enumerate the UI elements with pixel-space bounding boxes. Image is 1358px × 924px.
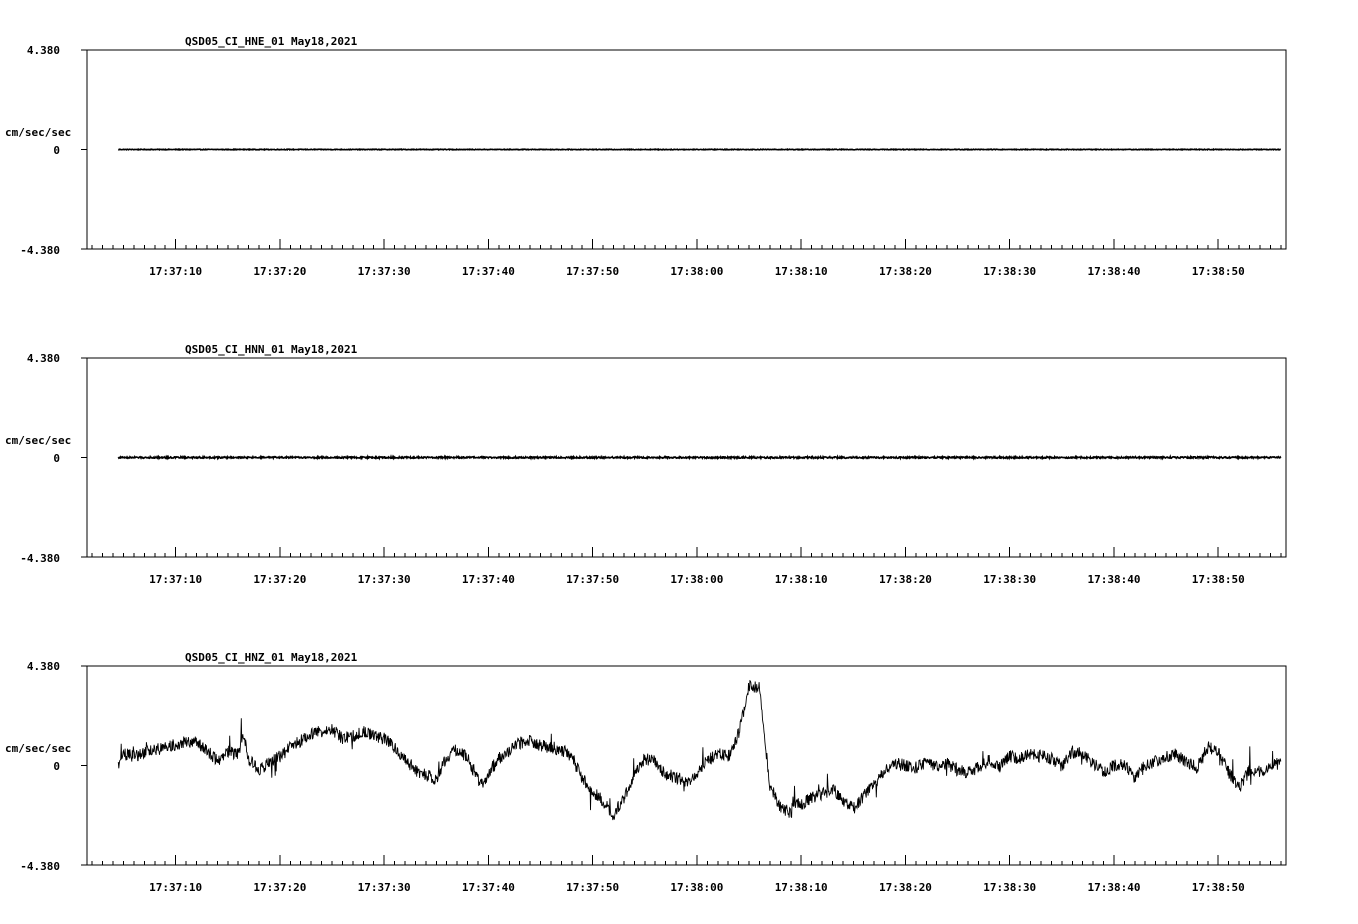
y-tick-label-top: 4.380	[26, 352, 60, 365]
plot-border	[87, 666, 1286, 865]
x-tick-label: 17:38:50	[1191, 881, 1245, 894]
x-tick-label: 17:38:50	[1191, 573, 1245, 586]
y-axis-label: cm/sec/sec	[5, 742, 72, 755]
x-tick-label: 17:37:10	[149, 881, 203, 894]
x-axis-ticks	[92, 239, 1281, 249]
x-tick-label: 17:38:50	[1191, 265, 1245, 278]
x-tick-label: 17:37:20	[253, 881, 307, 894]
panel-hnz	[5, 651, 1286, 894]
y-tick-label-bottom: -4.380	[20, 860, 60, 873]
x-tick-label: 17:38:00	[670, 573, 724, 586]
panel-hnn	[5, 343, 1286, 586]
trace-hnz	[118, 681, 1281, 820]
panel-hne	[5, 35, 1286, 278]
trace-hnn	[118, 457, 1281, 459]
chart-title: QSD05_CI_HNN_01 May18,2021	[185, 343, 358, 356]
x-tick-label: 17:38:40	[1087, 881, 1141, 894]
x-axis-ticks	[92, 547, 1281, 557]
x-tick-labels	[149, 573, 1245, 586]
x-tick-label: 17:37:30	[357, 881, 411, 894]
y-tick-label-zero: 0	[53, 760, 60, 773]
x-tick-label: 17:38:20	[878, 573, 932, 586]
x-tick-labels	[149, 265, 1245, 278]
x-tick-label: 17:37:40	[461, 265, 515, 278]
x-tick-labels	[149, 881, 1245, 894]
trace-hne	[118, 149, 1281, 150]
y-tick-label-zero: 0	[53, 144, 60, 157]
x-tick-label: 17:38:20	[878, 881, 932, 894]
y-axis-label: cm/sec/sec	[5, 126, 72, 139]
x-tick-label: 17:38:30	[983, 881, 1037, 894]
x-tick-label: 17:38:20	[878, 265, 932, 278]
y-axis-label: cm/sec/sec	[5, 434, 72, 447]
x-tick-label: 17:38:30	[983, 265, 1037, 278]
series-line	[118, 149, 1281, 150]
x-axis-ticks	[92, 855, 1281, 865]
x-tick-label: 17:37:50	[566, 881, 620, 894]
x-tick-label: 17:38:10	[774, 881, 828, 894]
x-tick-label: 17:38:00	[670, 881, 724, 894]
chart-title: QSD05_CI_HNZ_01 May18,2021	[185, 651, 358, 664]
y-tick-label-bottom: -4.380	[20, 244, 60, 257]
series-line	[118, 457, 1281, 459]
x-tick-label: 17:38:00	[670, 265, 724, 278]
x-tick-label: 17:37:20	[253, 573, 307, 586]
y-tick-label-bottom: -4.380	[20, 552, 60, 565]
x-tick-label: 17:38:40	[1087, 573, 1141, 586]
x-tick-label: 17:37:10	[149, 265, 203, 278]
x-tick-label: 17:38:30	[983, 573, 1037, 586]
x-tick-label: 17:38:40	[1087, 265, 1141, 278]
x-tick-label: 17:37:20	[253, 265, 307, 278]
y-tick-label-top: 4.380	[26, 660, 60, 673]
x-tick-label: 17:37:30	[357, 573, 411, 586]
x-tick-label: 17:37:10	[149, 573, 203, 586]
chart-title: QSD05_CI_HNE_01 May18,2021	[185, 35, 358, 48]
x-tick-label: 17:37:40	[461, 573, 515, 586]
x-tick-label: 17:37:30	[357, 265, 411, 278]
x-tick-label: 17:38:10	[774, 573, 828, 586]
x-tick-label: 17:38:10	[774, 265, 828, 278]
y-tick-label-top: 4.380	[26, 44, 60, 57]
y-tick-label-zero: 0	[53, 452, 60, 465]
x-tick-label: 17:37:40	[461, 881, 515, 894]
x-tick-label: 17:37:50	[566, 573, 620, 586]
series-line	[118, 681, 1281, 820]
x-tick-label: 17:37:50	[566, 265, 620, 278]
